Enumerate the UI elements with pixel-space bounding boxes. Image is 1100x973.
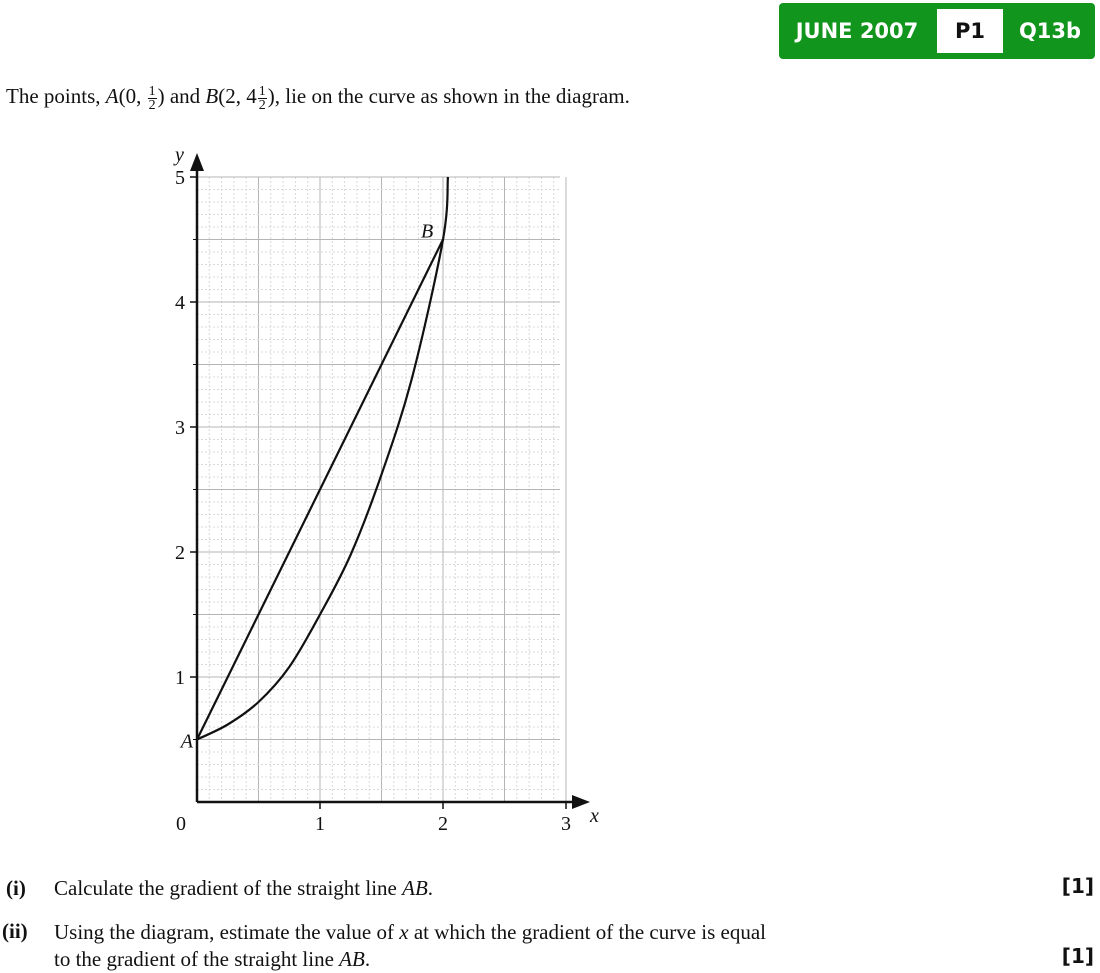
paper-label: P1 bbox=[937, 9, 1003, 53]
question-ii-mark: [1] bbox=[1061, 944, 1094, 968]
question-intro: The points, A(0, $\frac{1}{2}$ ) and B(2, 4 $\frac{1}{2}$ ), lie on the curve as shown in the diagram. bbox=[6, 83, 630, 113]
y-axis-arrow bbox=[190, 153, 204, 171]
x-tick-label: 2 bbox=[438, 813, 448, 835]
x-axis-arrow bbox=[572, 795, 590, 809]
fraction-half: $\frac{1}{2}$ bbox=[148, 83, 156, 113]
exam-date-label: JUNE 2007 bbox=[795, 19, 919, 43]
y-tick-label: 3 bbox=[175, 417, 185, 439]
question-ii-text: Using the diagram, estimate the value of x at which the gradient of the curve is equal to the gradient of the straight line AB. bbox=[54, 920, 767, 971]
x-axis-label: x bbox=[590, 805, 599, 827]
point-label-A: A bbox=[180, 730, 193, 753]
x-tick-label: 0 bbox=[176, 813, 186, 835]
question-i-text: Calculate the gradient of the straight line AB. bbox=[54, 876, 434, 900]
y-tick-label: 5 bbox=[175, 167, 185, 189]
y-tick-label: 4 bbox=[175, 292, 185, 314]
x-tick-label: 3 bbox=[561, 813, 571, 835]
y-tick-label: 1 bbox=[175, 667, 185, 689]
point-label-B: B bbox=[421, 220, 434, 243]
question-i-mark: [1] bbox=[1061, 874, 1094, 898]
fraction-half: $\frac{1}{2}$ bbox=[258, 83, 266, 113]
curve bbox=[197, 177, 448, 740]
graph-labels bbox=[173, 144, 599, 827]
y-tick-label: 2 bbox=[175, 542, 185, 564]
x-tick-label: 1 bbox=[315, 813, 325, 835]
graph-series bbox=[197, 177, 448, 740]
question-number-label: Q13b bbox=[1018, 19, 1082, 43]
question-ii-number: (ii) bbox=[2, 919, 28, 943]
y-axis-label: y bbox=[175, 144, 184, 166]
question-i-number: (i) bbox=[6, 876, 26, 900]
